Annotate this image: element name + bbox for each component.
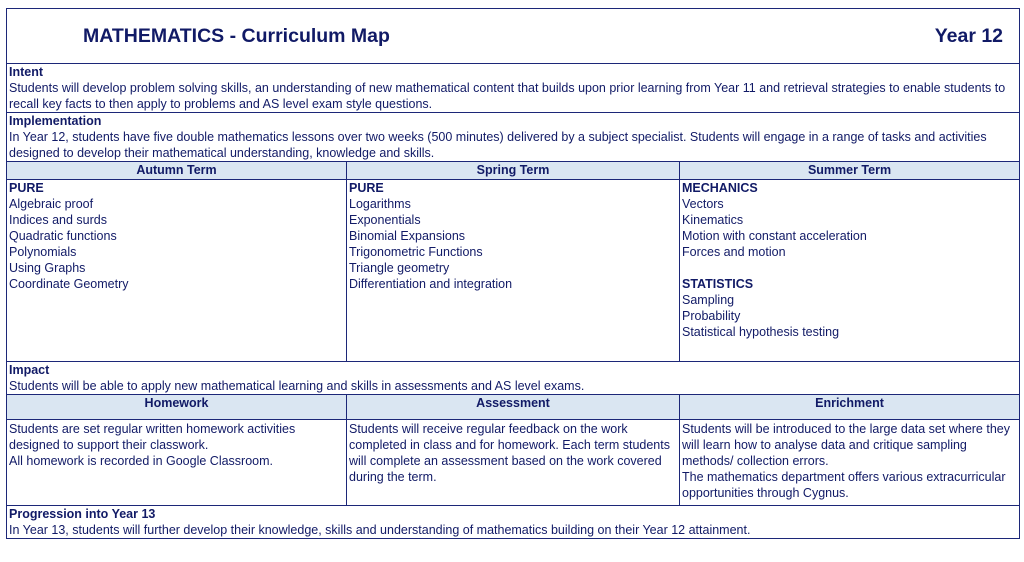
summer-term-cell: [680, 180, 1020, 362]
statistics-topic-list: [682, 292, 1017, 340]
mechanics-section-label: MECHANICS: [682, 181, 758, 195]
impact-label: Impact: [9, 363, 50, 377]
intent-text: Students will develop problem solving skills, an understanding of new mathematical content that builds upon prior learning from Year 11 and retrieval strategies to enable students to recall key facts to then apply to problems and AS level exam style questions.: [9, 81, 1006, 111]
implementation-label: Implementation: [9, 114, 102, 128]
summer-term-heading: Summer Term: [680, 162, 1020, 180]
intent-label: Intent: [9, 65, 44, 79]
list-item: Motion with constant acceleration: [682, 229, 867, 243]
progression-text: In Year 13, students will further develop their knowledge, skills and understanding of mathematics building on their Year 12 attainment.: [9, 523, 751, 537]
mechanics-topic-list: [682, 196, 1017, 260]
list-item: Triangle geometry: [349, 261, 450, 275]
spring-term-cell: [347, 180, 680, 362]
hw-content-row: [7, 420, 1020, 506]
list-item: Algebraic proof: [9, 197, 94, 211]
year-label: Year 12: [934, 25, 1004, 47]
implementation-cell: [7, 113, 1020, 162]
statistics-section-label: STATISTICS: [682, 277, 754, 291]
enrichment-text-2: The mathematics department offers various extracurricular opportunities through Cygnus.: [682, 470, 1006, 500]
enrichment-text-1: Students will be introduced to the large data set where they will learn how to analyse data and critique sampling methods/ collection errors.: [682, 422, 1010, 468]
list-item: Probability: [682, 309, 741, 323]
list-item: Differentiation and integration: [349, 277, 513, 291]
homework-text-1: Students are set regular written homework activities designed to support their classwork.: [9, 422, 296, 452]
list-item: Forces and motion: [682, 245, 786, 259]
homework-cell: [7, 420, 347, 506]
autumn-topic-list: [9, 196, 344, 292]
spring-term-heading: Spring Term: [347, 162, 680, 180]
implementation-text: In Year 12, students have five double mathematics lessons over two weeks (500 minutes) delivered by a subject specialist. Students will engage in a range of tasks and activities designed to develop their mathematical understanding, knowledge and skills.: [9, 130, 987, 160]
impact-row: [7, 362, 1020, 395]
title-cell: [7, 9, 1020, 64]
list-item: Polynomials: [9, 245, 77, 259]
autumn-section-label: PURE: [9, 181, 44, 195]
term-topics-row: [7, 180, 1020, 362]
curriculum-map-page: [6, 8, 1019, 539]
term-headings-row: [7, 162, 1020, 180]
list-item: Trigonometric Functions: [349, 245, 483, 259]
list-item: Logarithms: [349, 197, 411, 211]
list-item: Quadratic functions: [9, 229, 117, 243]
spring-topic-list: [349, 196, 677, 292]
implementation-row: [7, 113, 1020, 162]
list-item: Indices and surds: [9, 213, 107, 227]
curriculum-table: [6, 8, 1020, 539]
assessment-text: Students will receive regular feedback on the work completed in class and for homework. Each term students will complete an assessment based on the work covered during the term.: [349, 422, 670, 484]
page-title: MATHEMATICS - Curriculum Map: [83, 25, 390, 47]
section-spacer: [682, 260, 1017, 276]
assessment-cell: [347, 420, 680, 506]
list-item: Vectors: [682, 197, 724, 211]
impact-cell: [7, 362, 1020, 395]
list-item: Using Graphs: [9, 261, 86, 275]
title-row: [7, 9, 1020, 64]
impact-text: Students will be able to apply new mathematical learning and skills in assessments and AS level exams.: [9, 379, 585, 393]
list-item: Sampling: [682, 293, 735, 307]
progression-label: Progression into Year 13: [9, 507, 156, 521]
enrichment-cell: [680, 420, 1020, 506]
list-item: Exponentials: [349, 213, 421, 227]
list-item: Statistical hypothesis testing: [682, 325, 840, 339]
list-item: Kinematics: [682, 213, 744, 227]
enrichment-heading: Enrichment: [680, 395, 1020, 420]
homework-heading: Homework: [7, 395, 347, 420]
homework-text-2: All homework is recorded in Google Classroom.: [9, 454, 273, 468]
list-item: Binomial Expansions: [349, 229, 466, 243]
autumn-term-heading: Autumn Term: [7, 162, 347, 180]
progression-row: [7, 506, 1020, 539]
spring-section-label: PURE: [349, 181, 384, 195]
list-item: Coordinate Geometry: [9, 277, 129, 291]
intent-cell: [7, 64, 1020, 113]
autumn-term-cell: [7, 180, 347, 362]
hw-headings-row: [7, 395, 1020, 420]
intent-row: [7, 64, 1020, 113]
assessment-heading: Assessment: [347, 395, 680, 420]
progression-cell: [7, 506, 1020, 539]
